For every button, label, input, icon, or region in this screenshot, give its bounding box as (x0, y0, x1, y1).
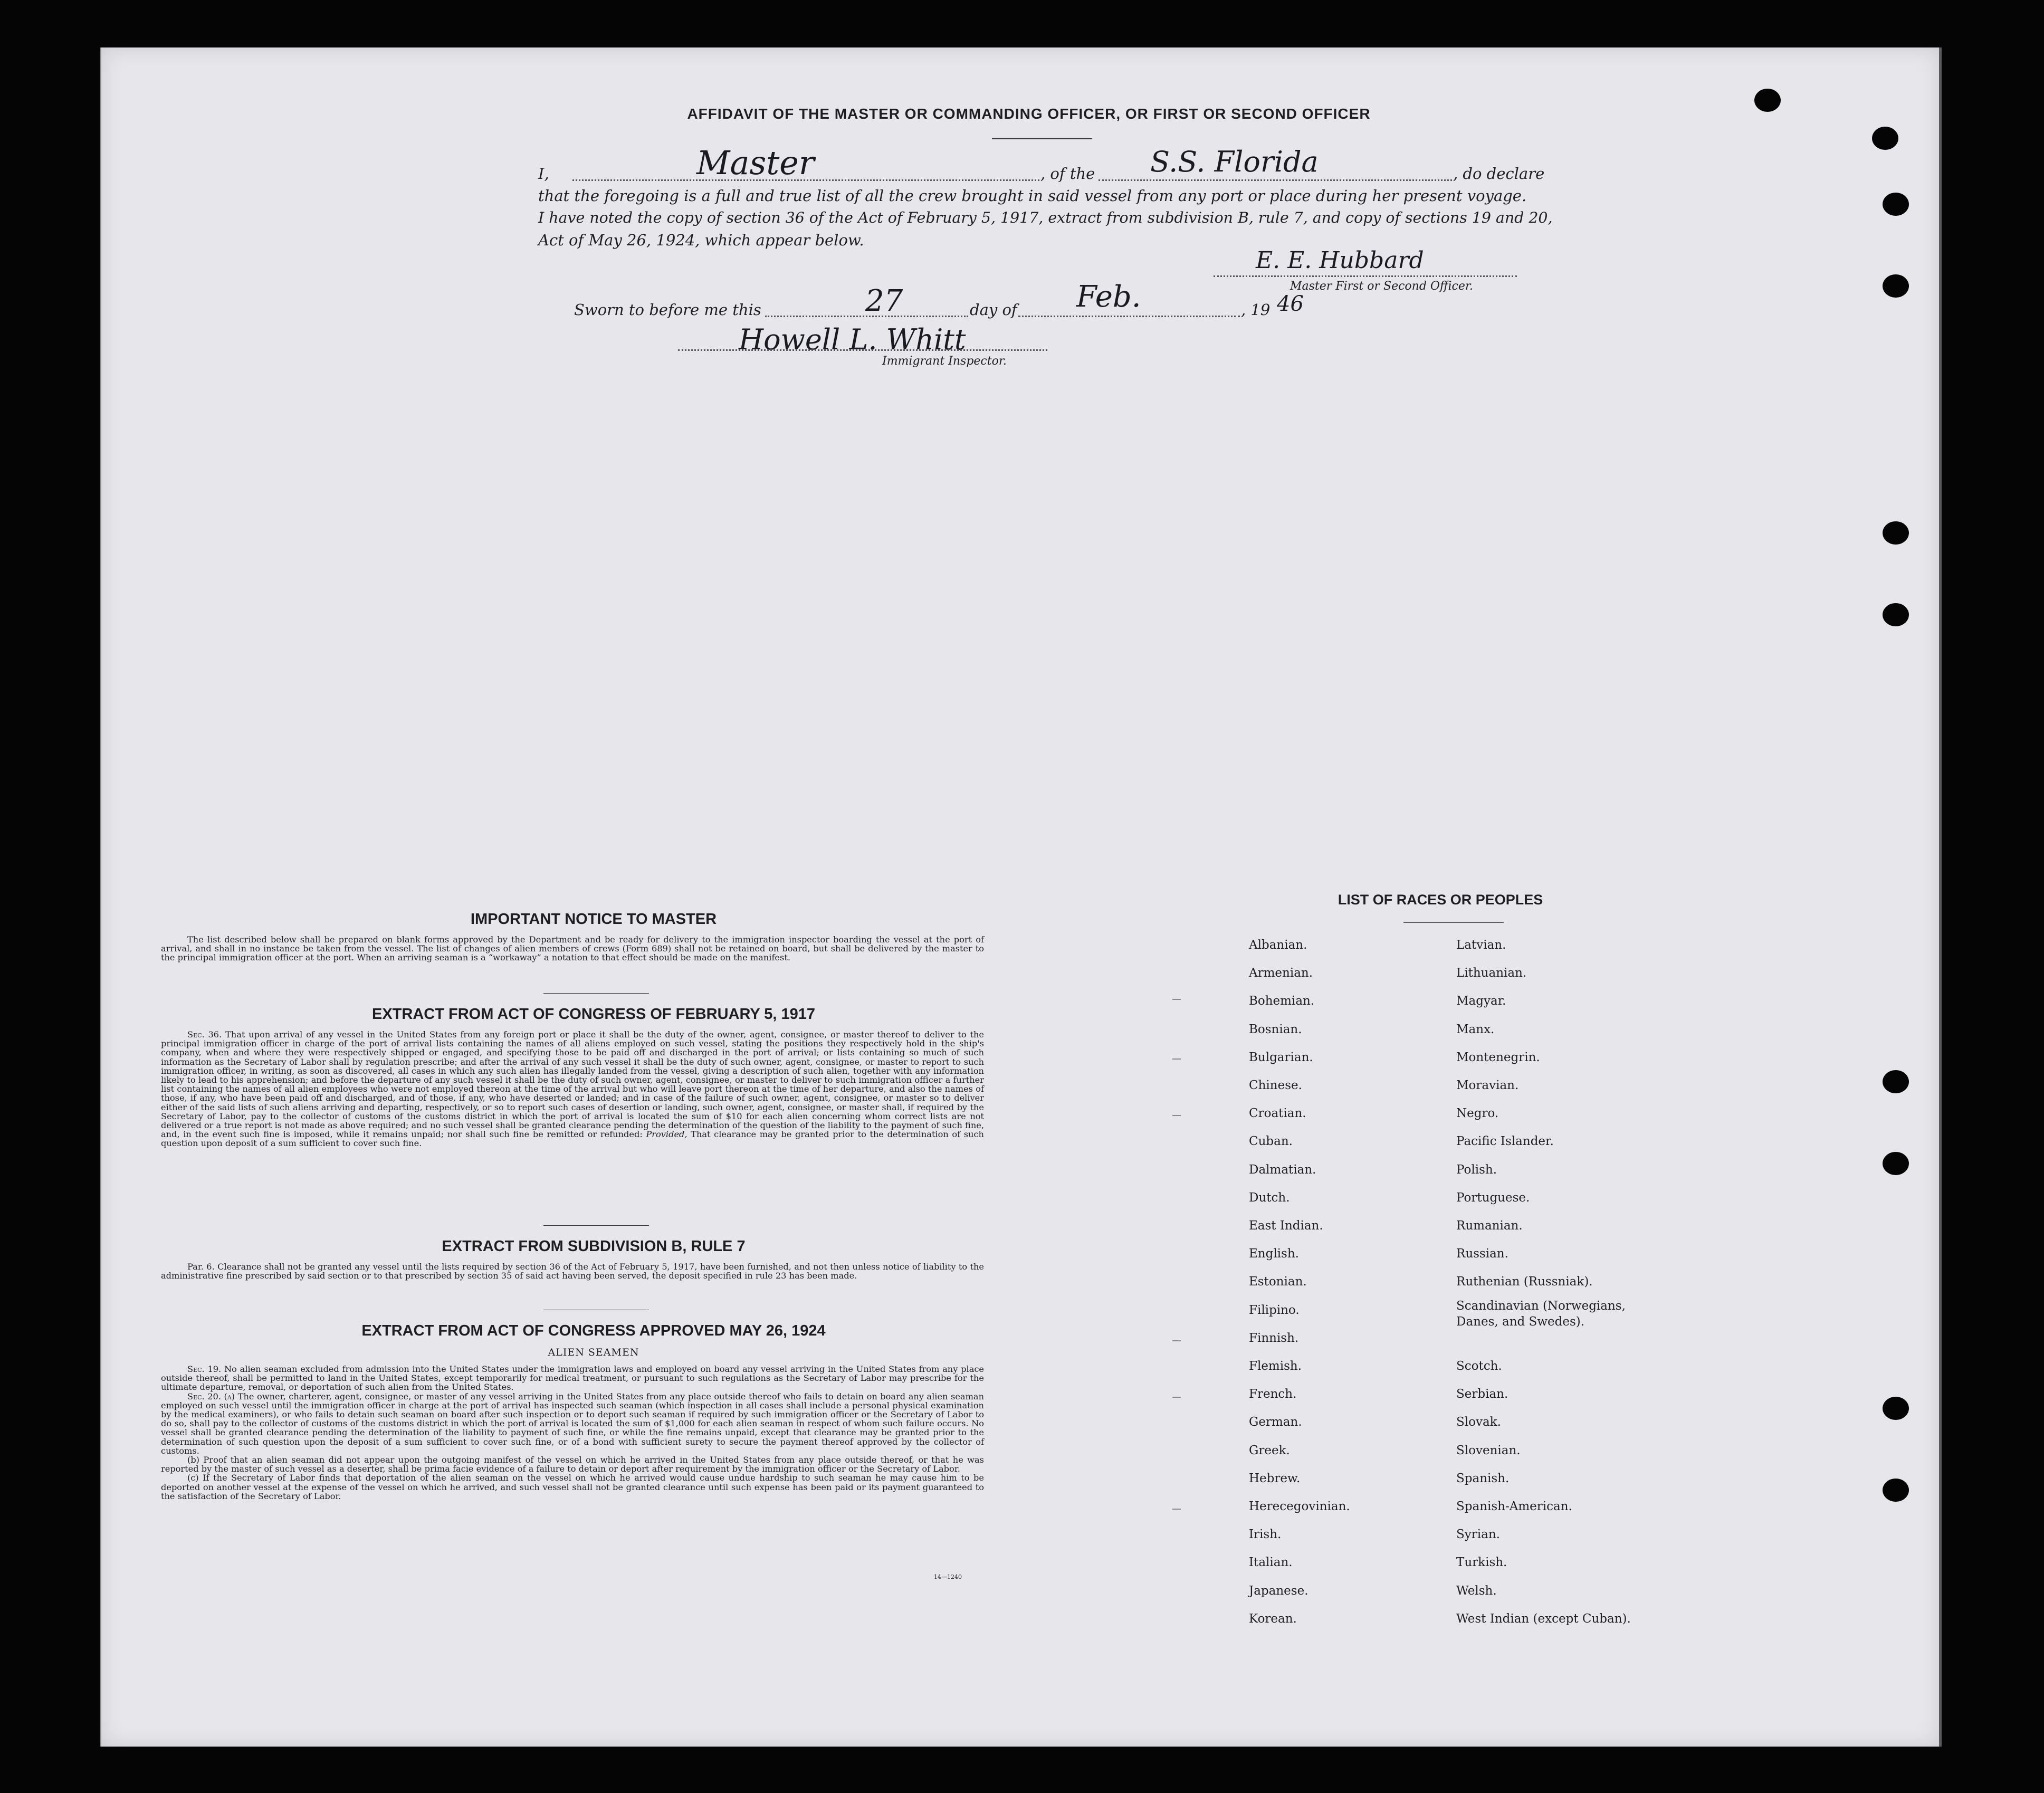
race-item: Rumanian. (1456, 1219, 1523, 1233)
race-item: Herecegovinian. (1249, 1500, 1350, 1513)
races-title: LIST OF RACES OR PEOPLES (1338, 892, 1543, 908)
form-number: 14—1240 (934, 1573, 962, 1580)
officer-caption: Master First or Second Officer. (1290, 280, 1473, 293)
sec-20b-label: (b) (187, 1455, 199, 1465)
binder-hole (1883, 1479, 1909, 1502)
name-handwritten: Master (696, 144, 815, 182)
of-the-label: , of the (1040, 165, 1095, 183)
race-item: Albanian. (1249, 938, 1307, 952)
binder-hole (1883, 193, 1909, 216)
race-item: Syrian. (1456, 1528, 1500, 1542)
year-prefix: , 19 (1241, 301, 1271, 319)
race-item: Pacific Islander. (1456, 1134, 1554, 1149)
race-item: Finnish. (1249, 1331, 1299, 1345)
affidavit-line-4: Act of May 26, 1924, which appear below. (538, 231, 864, 249)
affidavit-line-2: that the foregoing is a full and true list of all the crew brought in said vessel from any port or place during her present voyage. (538, 187, 1527, 205)
race-item: Negro. (1456, 1107, 1499, 1121)
race-item: Portuguese. (1456, 1190, 1530, 1205)
inspector-signature: Howell L. Whitt (739, 323, 966, 356)
subdivision-body (161, 1262, 984, 1280)
race-item: Filipino. (1249, 1303, 1300, 1317)
race-item: Flemish. (1249, 1359, 1302, 1373)
do-declare-label: , do declare (1453, 165, 1545, 183)
sec-20c-text: If the Secretary of Labor finds that deportation of the alien seaman on the vessel on which he arrived would cause undue hardship to such seaman he may cause him to be deported on another vessel at the expense of the vessel on which he arrived, and such vessel shall not be granted clearance until such expense has been paid or its payment guaranteed to the satisfaction of the Secretary of Labor. (161, 1473, 984, 1501)
binder-hole (1883, 274, 1909, 298)
race-item: Hebrew. (1249, 1471, 1301, 1485)
race-item: Polish. (1456, 1162, 1497, 1177)
race-item: German. (1249, 1415, 1302, 1429)
sec-19-text: No alien seaman excluded from admission into the United States under the immigration laws and employed on board any vessel arriving in the United States from any place outside thereof, shall be permitted to land in the United States, except temporarily for medical treatment, or pursuant to such regulations as the Secretary of Labor may prescribe for the ultimate departure, removal, or deportation of such alien from the United States. (161, 1364, 984, 1393)
margin-tick (1172, 1509, 1181, 1510)
race-item: English. (1249, 1247, 1299, 1261)
race-item: Chinese. (1249, 1079, 1302, 1092)
race-item: Greek. (1249, 1443, 1290, 1457)
affidavit-line-3: I have noted the copy of section 36 of the Act of February 5, 1917, extract from subdivision B, rule 7, and copy of sections 19 and 20, (538, 209, 1553, 226)
race-item: Italian. (1249, 1556, 1293, 1570)
margin-tick (1172, 1058, 1181, 1060)
race-item: Japanese. (1249, 1584, 1308, 1598)
race-item: Magyar. (1456, 994, 1506, 1008)
section-divider (543, 1225, 649, 1226)
race-item: Dalmatian. (1249, 1162, 1316, 1177)
binder-hole (1754, 89, 1781, 112)
sec-20a-text: The owner, charterer, agent, consignee, or master of any vessel arriving in the United States from any place outside thereof who fails to detain on board any alien seaman employed on such vessel until the immigration officer in charge at the port of arrival has inspected such seaman (which inspection in all cases shall include a personal physical examination by the medical examiners), or who fails to detain such seaman on board after such inspection or to deport such seaman if required by such immigration officer or the Secretary of Labor to do so, shall pay to the collector of customs of the customs district in which the port of arrival is located the sum of $1,000 for each alien seaman in respect of whom such failure occurs. No vessel shall be granted clearance pending the determination of the liability to payment of such fine, or while the fine remains unpaid, except that clearance may be granted prior to the determination of such question upon the deposit of a sum sufficient to cover such fine, or of a bond with sufficient surety to secure the payment thereof approved by the collector of customs. (161, 1391, 984, 1456)
officer-signature-line (1214, 275, 1517, 277)
race-item: Turkish. (1456, 1556, 1507, 1570)
proviso-text: That clearance may be granted prior to the determination of such question upon deposit of a sum sufficient to cover such fine. (161, 1129, 984, 1149)
race-item: Ruthenian (Russniak). (1456, 1275, 1593, 1289)
binder-hole (1872, 127, 1898, 150)
race-item: Bulgarian. (1249, 1050, 1313, 1064)
extract-1917-body (161, 1030, 984, 1148)
race-item: Montenegrin. (1456, 1050, 1540, 1064)
race-item: Spanish-American. (1456, 1500, 1572, 1513)
margin-tick (1172, 1397, 1181, 1398)
binder-hole (1883, 1070, 1909, 1093)
margin-tick (1172, 999, 1181, 1000)
day-of-label: day of (970, 301, 1017, 319)
race-item: Russian. (1456, 1247, 1508, 1261)
extract-1924-title: EXTRACT FROM ACT OF CONGRESS APPROVED MAY 26, 1924 (361, 1322, 826, 1339)
notice-title: IMPORTANT NOTICE TO MASTER (470, 911, 717, 928)
inspector-signature-line (678, 349, 1047, 351)
race-item: Slovak. (1456, 1415, 1501, 1429)
subdivision-title: EXTRACT FROM SUBDIVISION B, RULE 7 (442, 1238, 746, 1255)
sec-19-label: Sec. 19. (187, 1364, 222, 1374)
year-handwritten: 46 (1277, 292, 1304, 316)
i-label: I, (538, 165, 549, 183)
sec-20c-label: (c) (187, 1473, 199, 1483)
race-item: Bosnian. (1249, 1022, 1302, 1036)
sec-20b-text: Proof that an alien seaman did not appear upon the outgoing manifest of the vessel on which he arrived in the United States from any place outside thereof, or that he was reported by the master of such vessel as a deserter, shall be prima facie evidence of a failure to detain or deport after requirement by the immigration officer or the Secretary of Labor. (161, 1455, 984, 1474)
subdivision-text: Par. 6. Clearance shall not be granted any vessel until the lists required by section 36 of the Act of February 5, 1917, have been furnished, and not then unless notice of liability to the administrative fine prescribed by said section or to that prescribed by section 35 of said act having been served, the deposit specified in rule 23 has been made. (161, 1262, 984, 1281)
race-item: Serbian. (1456, 1387, 1508, 1401)
race-item: Lithuanian. (1456, 966, 1527, 980)
binder-hole (1883, 521, 1909, 545)
race-item: Welsh. (1456, 1584, 1497, 1598)
race-item: Estonian. (1249, 1275, 1307, 1289)
day-handwritten: 27 (865, 284, 903, 318)
margin-tick (1172, 1115, 1181, 1116)
affidavit-title: AFFIDAVIT OF THE MASTER OR COMMANDING OFFICER, OR FIRST OR SECOND OFFICER (687, 106, 1371, 122)
race-item: Latvian. (1456, 938, 1506, 952)
margin-tick (1172, 1340, 1181, 1341)
race-item: Bohemian. (1249, 994, 1315, 1008)
extract-1924-body (161, 1365, 984, 1501)
notice-text: The list described below shall be prepared on blank forms approved by the Department and be ready for delivery to the immigration inspector boarding the vessel at the port of arrival, and shall in no instance be taken from the vessel. The list of changes of alien members of crews (Form 689) shall not be retained on board, but shall be delivered by the master to the principal immigration officer at the port. When an arriving seaman is a “workaway” a notation to that effect should be made on the manifest. (161, 934, 984, 963)
notice-body (161, 935, 984, 962)
officer-signature: E. E. Hubbard (1256, 247, 1424, 274)
races-divider (1403, 922, 1504, 923)
binder-hole (1883, 1152, 1909, 1175)
title-divider (992, 138, 1092, 139)
inspector-caption: Immigrant Inspector. (882, 355, 1007, 368)
vessel-fill-line (1099, 179, 1452, 181)
sec-36-text: That upon arrival of any vessel in the United States from any foreign port or place it shall be the duty of the owner, agent, consignee, or master thereof to deliver to the principal immigration officer in charge of the port of arrival lists containing the names of all aliens employed on such vessel, stating the positions they respectively hold in the ship's company, when and where they were respectively shipped or engaged, and specifying those to be paid off and discharged in the port of arrival; or lists containing so much of such information as the Secretary of Labor shall by regulation prescribe; and after the arrival of any such vessel it shall be the duty of such owner, agent, consignee, or master to report to such immigration officer, in writing, as soon as discovered, all cases in which any such alien has illegally landed from the vessel, giving a description of such alien, together with any information likely to lead to his apprehension; and before the departure of any such vessel it shall be the duty of such owner, agent, consignee, or master to deliver to such immigration officer a further list containing the names of all alien employees who were not employed thereon at the time of the arrival but who will leave port thereon at the time of her departure, and also the names of those, if any, who have been paid off and discharged, and of those, if any, who have deserted or landed; and in case of the failure of such owner, agent, consignee, or master so to deliver either of the said lists of such aliens arriving and departing, respectively, or so to report such cases of desertion or landing, such owner, agent, consignee, or master shall, if required by the Secretary of Labor, pay to the collector of customs of the customs district in which the port of arrival is located the sum of $10 for each alien concerning whom correct lists are not delivered or a true report is not made as above required; and no such vessel shall be granted clearance pending the determination of the question of the liability to the payment of such fine, and, in the event such fine is imposed, while it remains unpaid; nor shall such fine be remitted or refunded: (161, 1029, 984, 1140)
race-item: Slovenian. (1456, 1443, 1521, 1457)
race-item: French. (1249, 1387, 1297, 1401)
page-edge (1939, 47, 1942, 1747)
race-item: Moravian. (1456, 1079, 1519, 1092)
race-item: Cuban. (1249, 1134, 1293, 1149)
sec-20a-label: Sec. 20. (a) (187, 1391, 235, 1401)
alien-seamen-subtitle: ALIEN SEAMEN (548, 1347, 639, 1358)
race-item: Armenian. (1249, 966, 1313, 980)
month-fill-line (1018, 316, 1240, 317)
vessel-handwritten: S.S. Florida (1150, 145, 1319, 178)
proviso-label: Provided, (646, 1129, 687, 1140)
sworn-label: Sworn to before me this (574, 301, 761, 319)
month-handwritten: Feb. (1076, 280, 1141, 314)
race-item: Irish. (1249, 1528, 1282, 1542)
race-item: West Indian (except Cuban). (1456, 1611, 1631, 1626)
sec-36-label: Sec. 36. (187, 1029, 222, 1039)
race-item: Scandinavian (Norwegians, Danes, and Swedes). (1456, 1299, 1626, 1329)
race-item: Manx. (1456, 1022, 1495, 1036)
section-divider (543, 993, 649, 994)
race-item: Spanish. (1456, 1471, 1510, 1485)
binder-hole (1883, 1397, 1909, 1420)
extract-1917-title: EXTRACT FROM ACT OF CONGRESS OF FEBRUARY 5, 1917 (371, 1006, 816, 1023)
affidavit-line-1 (538, 165, 549, 183)
race-item: Croatian. (1249, 1107, 1306, 1121)
race-item: Korean. (1249, 1611, 1297, 1626)
race-item: East Indian. (1249, 1219, 1323, 1233)
race-item: Dutch. (1249, 1190, 1290, 1205)
race-item: Scotch. (1456, 1359, 1502, 1373)
binder-hole (1883, 603, 1909, 626)
